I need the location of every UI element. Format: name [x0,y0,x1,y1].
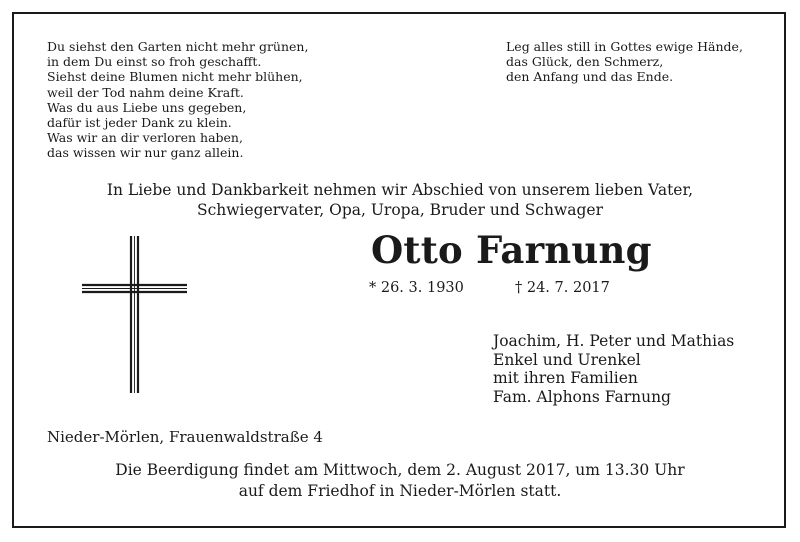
intro-line: In Liebe und Dankbarkeit nehmen wir Abschied von unserem lieben Vater, [106,181,694,199]
death-date: † 24. 7. 2017 [515,280,610,296]
poem-line: Du siehst den Garten nicht mehr grünen, [47,39,309,54]
address: Nieder-Mörlen, Frauenwaldstraße 4 [47,428,323,446]
poem-line: Was wir an dir verloren haben, [47,130,243,146]
poem-line: Siehst deine Blumen nicht mehr blühen, [47,69,303,85]
mourner-line: Fam. Alphons Farnung [493,387,671,406]
cross-icon [82,236,188,394]
poem-line: weil der Tod nahm deine Kraft. [47,84,244,100]
intro-line: Schwiegervater, Opa, Uropa, Bruder und Schwager [196,201,603,219]
poem-left [47,39,308,161]
mourner-line: mit ihren Familien [493,369,638,387]
birth-date: * 26. 3. 1930 [369,280,464,296]
poem-line: Leg alles still in Gottes ewige Hände, [506,39,743,54]
mourner-line: Enkel und Urenkel [493,350,641,369]
poem-line: in dem Du einst so froh geschafft. [47,54,262,70]
funeral-line: auf dem Friedhof in Nieder-Mörlen statt. [238,482,562,500]
poem-line: dafür ist jeder Dank zu klein. [47,115,232,131]
deceased-name: Otto Farnung [371,228,652,272]
intro-text [0,180,800,220]
mourner-line: Joachim, H. Peter und Mathias [493,332,735,350]
poem-right [506,39,743,85]
poem-line: Was du aus Liebe uns gegeben, [47,99,247,115]
poem-line: das wissen wir nur ganz allein. [47,145,244,161]
funeral-info [0,460,800,502]
mourners-list [493,332,734,406]
funeral-line: Die Beerdigung findet am Mittwoch, dem 2. August 2017, um 13.30 Uhr [115,461,685,479]
poem-line: den Anfang und das Ende. [506,69,674,85]
poem-line: das Glück, den Schmerz, [506,54,664,70]
